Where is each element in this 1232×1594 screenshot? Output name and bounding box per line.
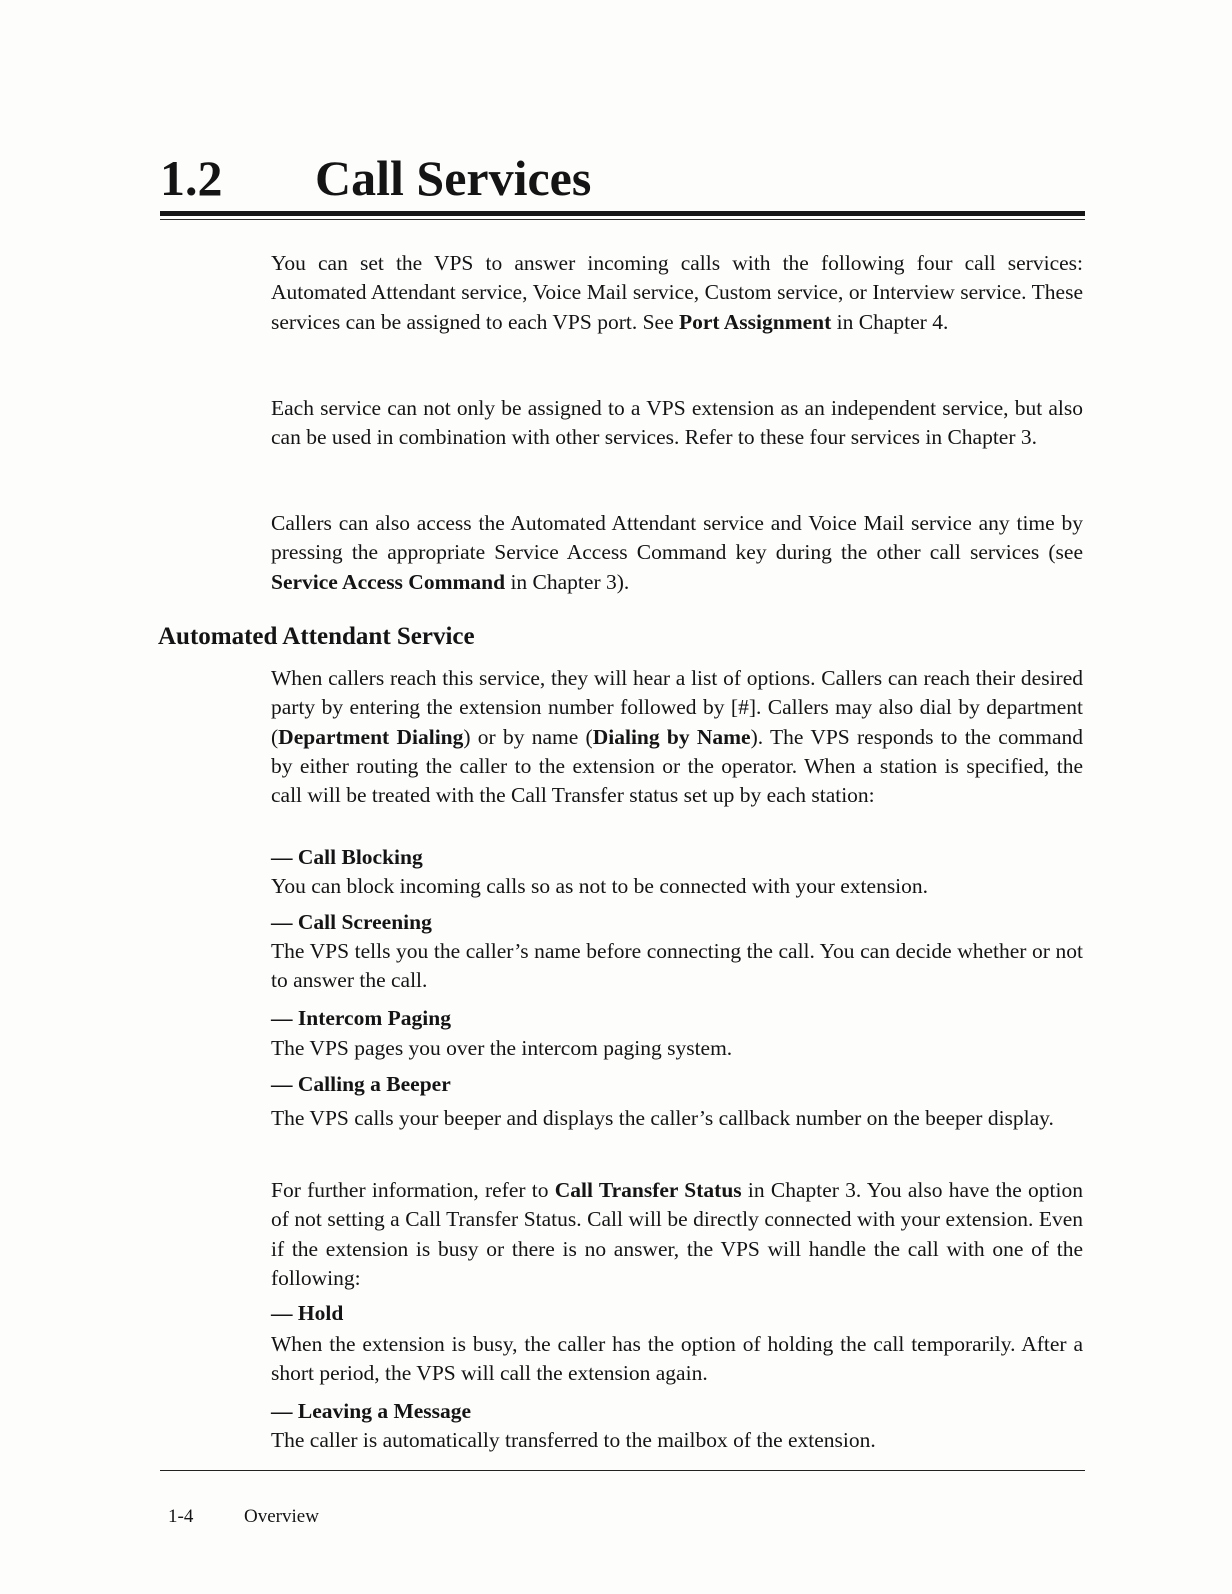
heading-rule-thin (160, 219, 1085, 220)
item-term-call-blocking: — Call Blocking (271, 845, 423, 869)
item-term-call-screening: — Call Screening (271, 910, 432, 934)
page-number: 1-4 (168, 1506, 194, 1527)
attendant-intro-paragraph: When callers reach this service, they will hear a list of options. Callers can reach their desired party by entering the extension number followed by [#]. Callers may also dial by department (Department Dialing) or by name (Dialing by Name). The VPS responds to the command by either routing the caller to the extension or the operator. When a station is specified, the call will be treated with the Call Transfer status set up by each station: (271, 666, 1084, 808)
heading-rule (160, 211, 1085, 216)
item-term-intercom-paging: — Intercom Paging (271, 1006, 451, 1030)
item-desc-call-screening: The VPS tells you the caller’s name before connecting the call. You can decide whether or not to answer the call. (271, 939, 1083, 993)
item-term-calling-a-beeper: — Calling a Beeper (271, 1072, 451, 1096)
item-term-hold: — Hold (271, 1301, 344, 1325)
subsection-title: Automated Attendant Service (158, 623, 475, 650)
intro-paragraph-1: You can set the VPS to answer incoming calls with the following four call services: Automated Attendant service, Voice Mail service, Custom service, or Interview service. These services can be assigned to each VPS port. See Port Assignment in Chapter 4. (271, 251, 1083, 334)
section-number: 1.2 (160, 150, 223, 206)
item-desc-hold: When the extension is busy, the caller has the option of holding the call temporarily. After a short period, the VPS will call the extension again. (271, 1332, 1083, 1386)
intro-paragraph-2: Each service can not only be assigned to a VPS extension as an independent service, but also can be used in combination with other services. Refer to these four services in Chapter 3. (271, 396, 1083, 450)
item-term-leaving-a-message: — Leaving a Message (271, 1399, 472, 1423)
item-desc-intercom-paging: The VPS pages you over the intercom paging system. (271, 1036, 733, 1060)
section-heading (160, 146, 1090, 210)
footer-rule (160, 1470, 1085, 1471)
further-info-paragraph: For further information, refer to Call Transfer Status in Chapter 3. You also have the option of not setting a Call Transfer Status. Call will be directly connected with your extension. Even if the extension is busy or there is no answer, the VPS will handle the call with one of the following: (271, 1178, 1083, 1290)
section-title: Call Services (315, 150, 592, 206)
bold-reference: Dialing by Name (592, 724, 751, 749)
bold-reference: Service Access Command (271, 569, 506, 594)
item-desc-call-blocking: You can block incoming calls so as not to be connected with your extension. (271, 874, 929, 898)
bold-reference: Department Dialing (278, 724, 464, 749)
bold-reference: Port Assignment (679, 309, 832, 334)
item-desc-calling-a-beeper: The VPS calls your beeper and displays the caller’s callback number on the beeper display. (271, 1106, 1054, 1130)
chapter-name: Overview (244, 1506, 319, 1527)
item-desc-leaving-a-message: The caller is automatically transferred to the mailbox of the extension. (271, 1428, 876, 1452)
intro-paragraph-3: Callers can also access the Automated Attendant service and Voice Mail service any time by pressing the appropriate Service Access Command key during the other call services (see Service Access Command in Chapter 3). (271, 511, 1083, 594)
bold-reference: Call Transfer Status (554, 1178, 742, 1202)
